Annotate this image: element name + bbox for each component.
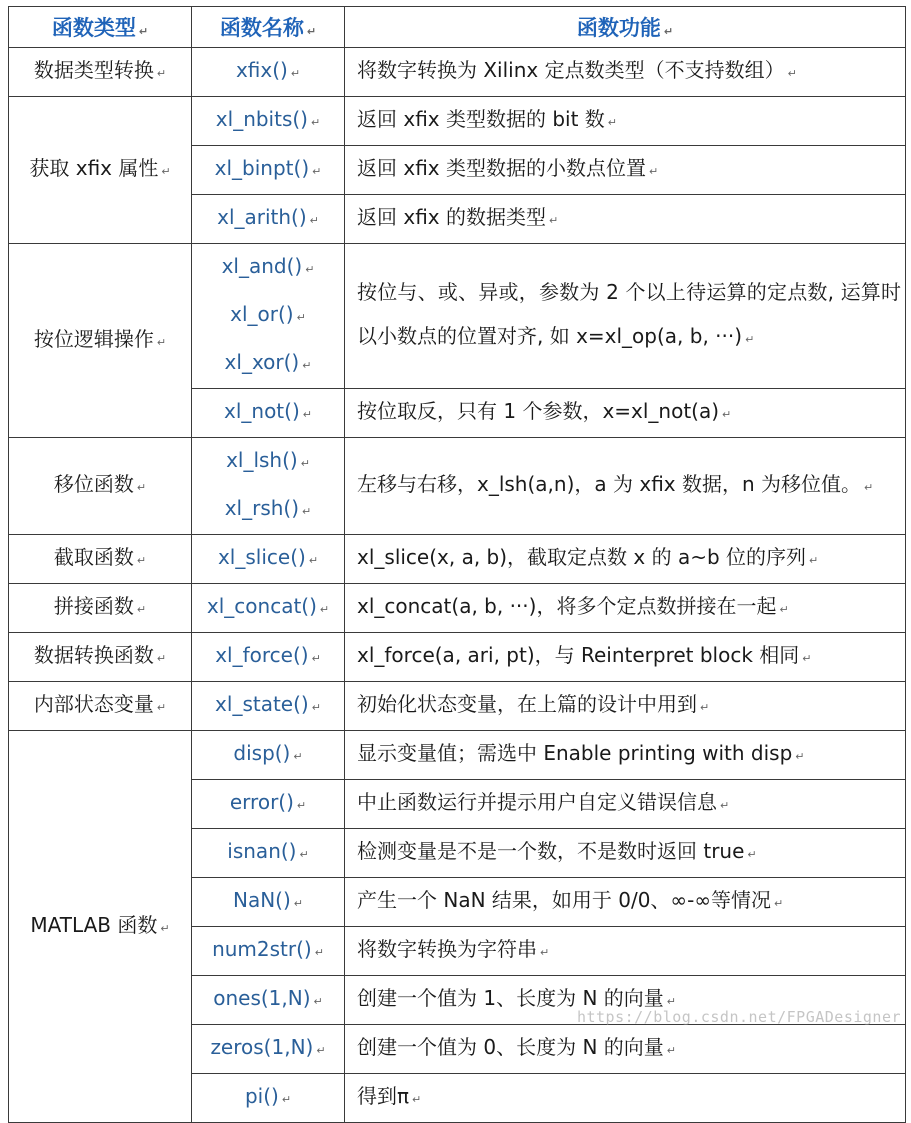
desc-cell: xl_slice(x, a, b)，截取定点数 x 的 a~b 位的序列 ↵	[345, 535, 906, 584]
type-cell: 数据类型转换 ↵	[9, 48, 192, 97]
type-cell: 移位函数 ↵	[9, 438, 192, 535]
name-cell: num2str() ↵	[192, 927, 345, 976]
table-row	[9, 97, 906, 146]
desc-cell: 得到π ↵	[345, 1074, 906, 1123]
name-cell: isnan() ↵	[192, 829, 345, 878]
desc-cell: xl_concat(a, b, ···)，将多个定点数拼接在一起 ↵	[345, 584, 906, 633]
desc-cell: 按位与、或、异或，参数为 2 个以上待运算的定点数, 运算时以小数点的位置对齐, 如 x=xl_op(a, b, ···) ↵	[345, 244, 906, 389]
desc-cell: 初始化状态变量，在上篇的设计中用到 ↵	[345, 682, 906, 731]
name-cell: ones(1,N) ↵	[192, 976, 345, 1025]
desc-cell: 创建一个值为 0、长度为 N 的向量 ↵	[345, 1025, 906, 1074]
header-type: 函数类型 ↵	[9, 7, 192, 48]
function-table-sheet	[8, 6, 905, 1108]
table-row	[9, 731, 906, 780]
type-cell: 内部状态变量 ↵	[9, 682, 192, 731]
name-cell: xl_slice() ↵	[192, 535, 345, 584]
name-cell: xl_lsh() ↵ xl_rsh() ↵	[192, 438, 345, 535]
table-row	[9, 584, 906, 633]
desc-cell: 中止函数运行并提示用户自定义错误信息 ↵	[345, 780, 906, 829]
name-cell: NaN() ↵	[192, 878, 345, 927]
name-cell: xfix() ↵	[192, 48, 345, 97]
desc-cell: 将数字转换为字符串 ↵	[345, 927, 906, 976]
type-cell: 获取 xfix 属性 ↵	[9, 97, 192, 244]
name-cell: zeros(1,N) ↵	[192, 1025, 345, 1074]
type-cell: 拼接函数 ↵	[9, 584, 192, 633]
desc-cell: 将数字转换为 Xilinx 定点数类型（不支持数组） ↵	[345, 48, 906, 97]
name-cell: xl_force() ↵	[192, 633, 345, 682]
header-name: 函数名称 ↵	[192, 7, 345, 48]
desc-cell: 返回 xfix 类型数据的小数点位置 ↵	[345, 146, 906, 195]
desc-cell: 检测变量是不是一个数，不是数时返回 true ↵	[345, 829, 906, 878]
table-row	[9, 244, 906, 389]
desc-cell: 返回 xfix 类型数据的 bit 数 ↵	[345, 97, 906, 146]
name-cell: xl_not() ↵	[192, 389, 345, 438]
header-desc: 函数功能 ↵	[345, 7, 906, 48]
name-cell: xl_binpt() ↵	[192, 146, 345, 195]
desc-cell: xl_force(a, ari, pt)，与 Reinterpret block 相同 ↵	[345, 633, 906, 682]
name-cell: xl_state() ↵	[192, 682, 345, 731]
function-table	[8, 6, 906, 1123]
name-cell: pi() ↵	[192, 1074, 345, 1123]
desc-cell: 产生一个 NaN 结果，如用于 0/0、∞-∞等情况 ↵	[345, 878, 906, 927]
name-cell: xl_arith() ↵	[192, 195, 345, 244]
name-cell: disp() ↵	[192, 731, 345, 780]
name-cell: xl_concat() ↵	[192, 584, 345, 633]
table-row	[9, 633, 906, 682]
desc-cell: 返回 xfix 的数据类型 ↵	[345, 195, 906, 244]
header-row	[9, 7, 906, 48]
desc-cell: 左移与右移，x_lsh(a,n)，a 为 xfix 数据，n 为移位值。 ↵	[345, 438, 906, 535]
name-cell: error() ↵	[192, 780, 345, 829]
desc-cell: 显示变量值；需选中 Enable printing with disp ↵	[345, 731, 906, 780]
name-cell: xl_nbits() ↵	[192, 97, 345, 146]
name-cell: xl_and() ↵ xl_or() ↵ xl_xor() ↵	[192, 244, 345, 389]
type-cell: MATLAB 函数 ↵	[9, 731, 192, 1123]
table-row	[9, 438, 906, 535]
table-row	[9, 48, 906, 97]
type-cell: 截取函数 ↵	[9, 535, 192, 584]
type-cell: 数据转换函数 ↵	[9, 633, 192, 682]
watermark: https://blog.csdn.net/FPGADesigner	[576, 1008, 901, 1026]
desc-cell: 创建一个值为 1、长度为 N 的向量 ↵	[345, 976, 906, 1025]
type-cell: 按位逻辑操作 ↵	[9, 244, 192, 438]
desc-cell: 按位取反，只有 1 个参数，x=xl_not(a) ↵	[345, 389, 906, 438]
table-row	[9, 682, 906, 731]
table-row	[9, 535, 906, 584]
